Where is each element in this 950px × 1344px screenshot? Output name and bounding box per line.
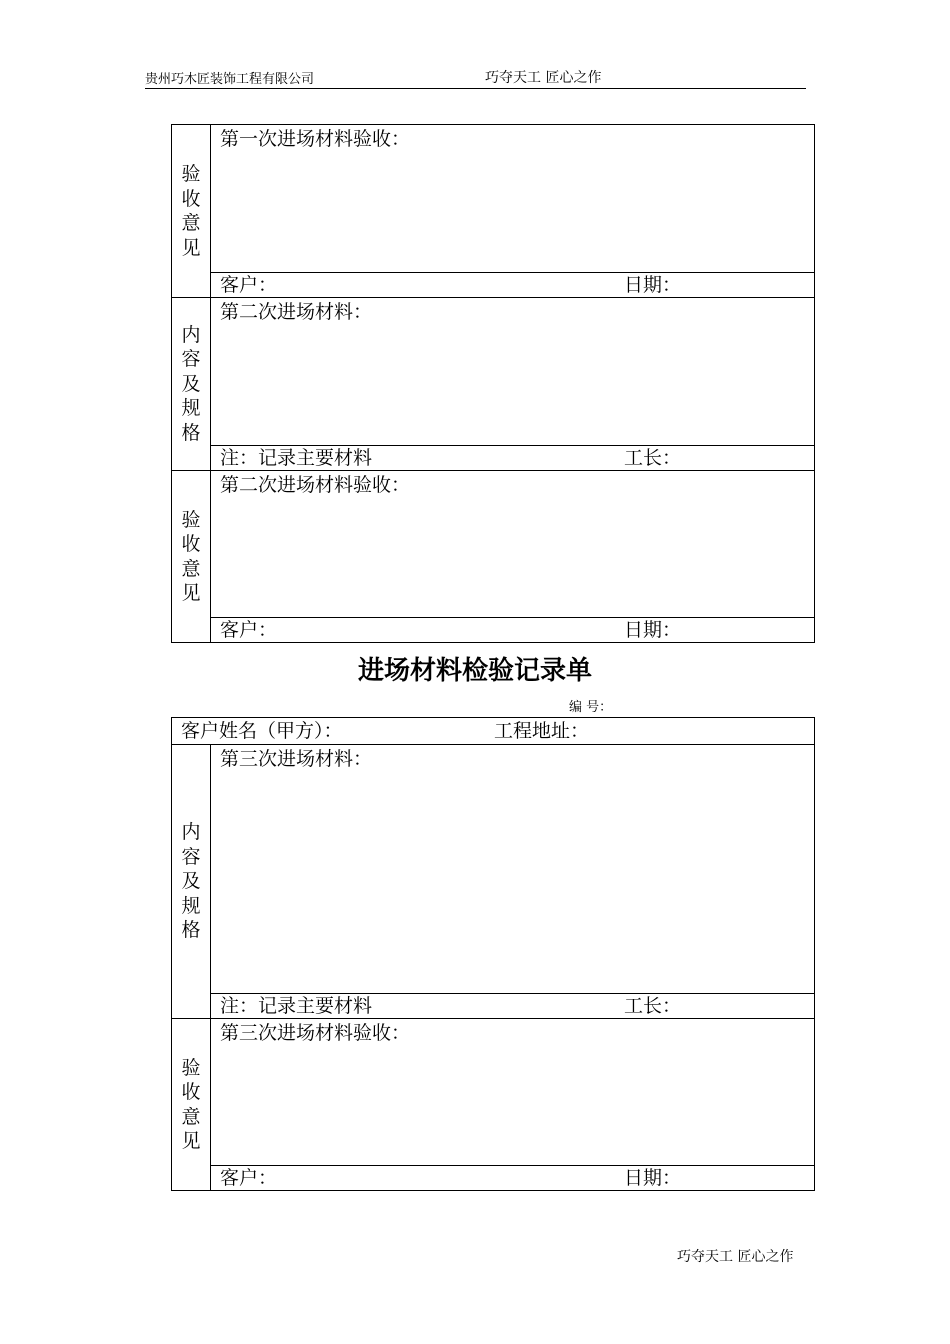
foreman-label: 工长： (624, 995, 682, 1017)
acceptance-content-third[interactable]: 第三次进场材料验收： (220, 1022, 411, 1044)
date-label: 日期： (624, 619, 682, 641)
foreman-label: 工长： (624, 447, 682, 469)
side-label: 内容及规格 (181, 821, 201, 942)
client-label: 客户： (220, 619, 278, 641)
inspection-table-lower (171, 717, 815, 1191)
acceptance-content-1[interactable]: 第一次进场材料验收： (220, 128, 411, 150)
date-label: 日期： (624, 1167, 682, 1189)
materials-content-third[interactable]: 第三次进场材料： (220, 748, 373, 770)
materials-block-2 (172, 297, 814, 470)
footer-slogan: 巧夺天工 匠心之作 (677, 1249, 794, 1265)
materials-footer-2 (211, 445, 814, 470)
project-address-label: 工程地址： (494, 720, 590, 742)
side-label-cell (172, 1019, 211, 1190)
side-label-cell (172, 125, 211, 297)
materials-block-third (172, 744, 814, 1018)
acceptance-block-third (172, 1018, 814, 1190)
acceptance-block-3 (172, 470, 814, 642)
materials-footer-third (211, 993, 814, 1018)
side-label: 验收意见 (181, 508, 201, 604)
form-number-label: 编 号： (569, 700, 613, 715)
side-label: 验收意见 (181, 1056, 201, 1152)
client-label: 客户： (220, 1167, 278, 1189)
side-label: 内容及规格 (181, 323, 201, 444)
side-label-cell (172, 298, 211, 470)
note-label: 注：记录主要材料 (220, 995, 373, 1017)
side-label-cell (172, 471, 211, 642)
date-label: 日期： (624, 274, 682, 296)
side-label: 验收意见 (181, 163, 201, 259)
materials-content-2[interactable]: 第二次进场材料： (220, 301, 373, 323)
client-label: 客户： (220, 274, 278, 296)
header-divider (145, 88, 806, 89)
acceptance-footer-1 (211, 272, 814, 297)
form-title: 进场材料检验记录单 (357, 656, 592, 686)
acceptance-content-3[interactable]: 第二次进场材料验收： (220, 474, 411, 496)
header-company-name: 贵州巧木匠装饰工程有限公司 (145, 72, 315, 87)
acceptance-block-1 (172, 125, 814, 297)
note-label: 注：记录主要材料 (220, 447, 373, 469)
header-slogan: 巧夺天工 匠心之作 (485, 70, 602, 86)
acceptance-footer-third (211, 1165, 814, 1190)
side-label-cell (172, 745, 211, 1018)
acceptance-footer-3 (211, 617, 814, 642)
client-name-label: 客户姓名（甲方）： (181, 720, 343, 742)
client-info-row (172, 718, 814, 744)
inspection-table-upper (171, 124, 815, 643)
